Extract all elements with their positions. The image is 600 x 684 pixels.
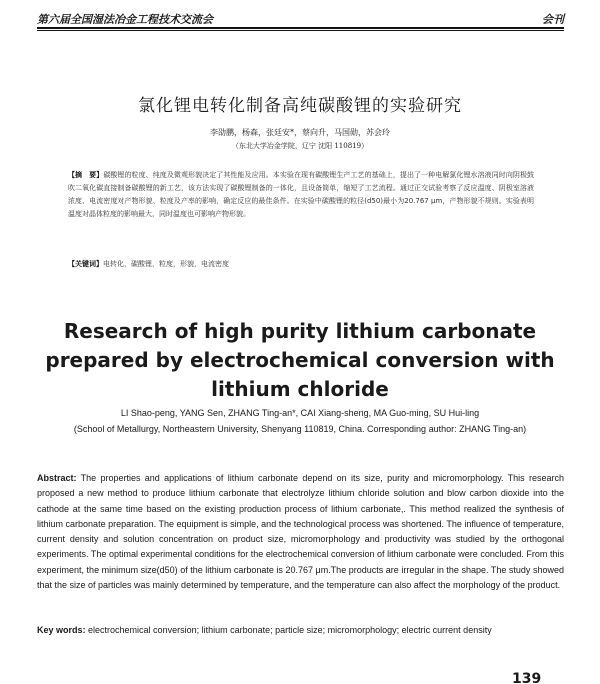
english-keywords	[37, 623, 564, 638]
chinese-abstract-text: 碳酸锂的粒度、纯度及微观形貌决定了其性能及应用。本实验在现有碳酸锂生产工艺的基础上，提出了一种电解氯化锂水溶液同时向阴极鼓吹二氧化碳直接制备碳酸锂的新工艺，该方法实现了碳酸锂制备的一体化，且设备简单，缩短了工艺流程。通过正交试验考察了反应温度、阴极室溶液浓度、电流密度对产物形貌、粒度及产率的影响，确定反应的最佳条件。在实验中碳酸锂的粒径(d50)最小为20.767 μm，产物形貌不规则。实验表明温度对晶体粒度的影响最大，同时温度也可影响产物形貌。	[68, 171, 535, 218]
chinese-title: 氯化锂电转化制备高纯碳酸锂的实验研究	[138, 96, 462, 116]
english-title: Research of high purity lithium carbonate prepared by electrochemical conversion with lithium chloride	[45, 319, 555, 401]
chinese-keywords	[68, 258, 534, 271]
english-keywords-text: electrochemical conversion; lithium carbonate; particle size; micromorphology; electric current density	[88, 625, 492, 635]
chinese-affiliation: （东北大学冶金学院，辽宁 沈阳 110819）	[231, 142, 369, 150]
chinese-abstract	[68, 169, 534, 221]
english-abstract	[37, 471, 564, 593]
header-rule-thick	[37, 27, 564, 29]
chinese-abstract-label: 【摘 要】	[68, 171, 104, 179]
english-affiliation: (School of Metallurgy, Northeastern University, Shenyang 110819, China. Corresponding author: ZHANG Ting-an)	[73, 424, 527, 434]
running-head	[37, 11, 564, 25]
english-abstract-text: The properties and applications of lithium carbonate depend on its size, purity and micromorphology. This research proposed a new method to produce lithium carbonate that electrolyze lithium chloride solution and blow carbon dioxide into the cathode at the same time based on the existing production process of lithium carbonate,. This method realized the synthesis of lithium carbonate preparation. The equipment is simple, and the technological process was shortened. The influence of temperature, current density and solution concentration on product size, micromorphology and productivity was studied by the orthogonal experiments. The optimal experimental conditions for the electrochemical conversion of lithium carbonate were concluded. From this experiment, the minimum size(d50) of the lithium carbonate is 20.767 μm.The products are irregular in the shape. The study showed that the size of particles was mainly determined by temperature, and the temperature can also affect the morphology of the product.	[37, 473, 564, 591]
page-number: 139	[512, 671, 542, 684]
chinese-keywords-text: 电转化，碳酸锂，粒度，形貌，电流密度	[103, 260, 229, 268]
conference-name: 第六届全国湿法冶金工程技术交流会	[37, 13, 213, 26]
header-rule-thin	[37, 30, 564, 31]
chinese-keywords-label: 【关键词】	[68, 260, 103, 268]
english-keywords-label: Key words:	[37, 625, 86, 635]
english-authors: LI Shao-peng, YANG Sen, ZHANG Ting-an*, CAI Xiang-sheng, MA Guo-ming, SU Hui-ling	[120, 408, 480, 418]
chinese-authors: 李劭鹏，杨森，张廷安*，蔡向升，马国勋，苏会玲	[210, 128, 390, 137]
proceedings-label: 会刊	[542, 13, 564, 26]
english-abstract-label: Abstract:	[37, 473, 77, 483]
